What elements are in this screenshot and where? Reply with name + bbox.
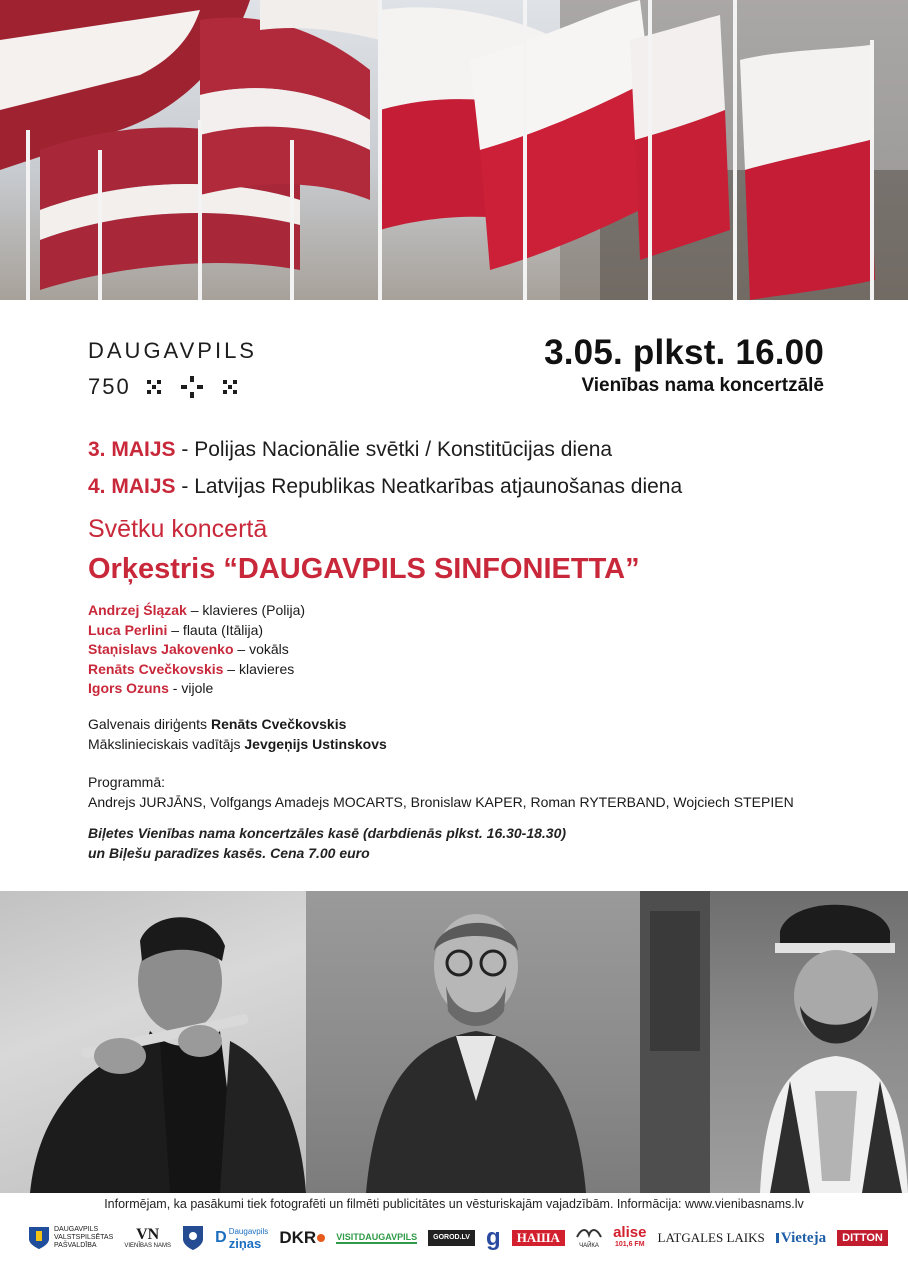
flutist-silhouette	[0, 891, 306, 1193]
singer-silhouette	[640, 891, 908, 1193]
vn-logo-icon: VN	[136, 1225, 160, 1243]
sponsor-label: g	[486, 1224, 501, 1251]
plus-mark-icon	[181, 376, 203, 398]
tickets-info	[88, 823, 566, 863]
performer-name: Renāts Cvečkovskis	[88, 660, 224, 677]
performer-name: Andrzej Ślązak	[88, 602, 187, 618]
event-date: 3.05. plkst. 16.00	[544, 333, 824, 372]
logo-marks	[145, 376, 239, 398]
sponsor-label: ЧАЙКА	[579, 1243, 599, 1249]
sponsor-label: GOROD.LV	[433, 1234, 470, 1241]
concert-subtitle: Svētku koncertā	[88, 515, 268, 543]
flags-illustration	[0, 0, 908, 300]
hero-flags-photo	[0, 0, 908, 300]
tickets-line-1: Biļetes Vienības nama koncertzāles kasē (darbdienās plkst. 16.30-18.30)	[88, 825, 567, 841]
sponsor-label: VALSTSPILSĒTAS	[54, 1234, 114, 1241]
sponsor-label: ziņas	[228, 1235, 262, 1251]
performer-name: Igors Ozuns	[88, 680, 169, 696]
sponsor-g	[486, 1224, 501, 1251]
performer-role: – vokāls	[233, 641, 289, 657]
sponsor-label: DAUGAVPILS	[54, 1226, 99, 1233]
sponsor-chayka	[576, 1225, 602, 1251]
logo-year: 750	[88, 374, 131, 399]
sponsor-label: LATGALES LAIKS	[657, 1230, 765, 1245]
list-item	[88, 601, 305, 621]
sponsor-gorod	[428, 1230, 475, 1246]
sponsor-label: alise	[613, 1224, 647, 1241]
event-venue: Vienības nama koncertzālē	[581, 375, 824, 396]
list-item	[88, 621, 305, 641]
list-item	[88, 660, 305, 680]
cross-mark-icon	[145, 378, 163, 396]
sponsor-visitdaugavpils	[336, 1232, 417, 1244]
performer-role: – klavieres	[223, 660, 295, 677]
footer-notice: Informējam, ka pasākumi tiek fotografēti un filmēti publicitātes un vēsturiskajām vajadzībām. Informācija: www.vienibasnams.lv	[104, 1197, 804, 1211]
dkr-dot-icon	[317, 1234, 325, 1242]
holiday-text: - Latvijas Republikas Neatkarības atjaunošanas diena	[175, 475, 683, 498]
sponsor-label: 101,6 FM	[614, 1241, 645, 1248]
conductor-name: Jevgeņijs Ustinskovs	[244, 735, 387, 752]
list-item	[88, 735, 387, 755]
orchestra-title: Orķestris “DAUGAVPILS SINFONIETTA”	[88, 553, 640, 585]
conductor-name: Renāts Cvečkovskis	[210, 716, 347, 732]
photo-singer	[640, 891, 908, 1193]
holiday-date: 4. MAIJS	[88, 475, 176, 498]
holiday-text: - Polijas Nacionālie svētki / Konstitūcijas diena	[175, 438, 613, 461]
sponsor-daugavpils-zinas	[215, 1227, 268, 1250]
coat-of-arms-icon	[28, 1226, 50, 1250]
list-item	[88, 715, 387, 735]
program-label: Programmā:	[88, 774, 166, 790]
daugavpils-750-logo	[88, 338, 257, 400]
list-item	[88, 679, 305, 699]
cross-mark-icon-2	[221, 378, 239, 396]
program-composers: Andrejs JURJĀNS, Volfgangs Amadejs MOCARTS, Bronislaw KAPER, Roman RYTERBAND, Wojciech STEPIEN	[88, 794, 794, 810]
sponsor-label: Vieteja	[776, 1233, 826, 1243]
program-section	[88, 772, 794, 812]
sponsor-dkr	[279, 1228, 325, 1247]
sponsor-coat-of-arms	[182, 1225, 204, 1251]
seagull-icon	[576, 1225, 602, 1241]
sponsor-label: НАША	[516, 1230, 560, 1245]
holiday-line-1	[88, 438, 612, 462]
conductors-list	[88, 715, 387, 754]
tickets-line-2: un Biļešu paradīzes kasēs. Cena 7.00 euro	[88, 845, 370, 861]
shield-icon	[182, 1225, 204, 1251]
sponsor-vieteja	[776, 1230, 827, 1246]
performer-role: – klavieres (Polija)	[186, 602, 306, 618]
sponsor-latgales-laiks	[657, 1230, 765, 1245]
sponsor-ditton	[837, 1230, 888, 1246]
performer-name: Luca Perlini	[88, 621, 168, 638]
sponsor-vienibas-nams	[124, 1227, 171, 1250]
sponsor-label: Daugavpils	[228, 1226, 269, 1236]
event-header	[544, 333, 824, 397]
sponsor-logos	[28, 1218, 888, 1258]
performer-role: – flauta (Itālija)	[167, 621, 264, 638]
sponsor-label: VIENĪBAS NAMS	[124, 1242, 172, 1249]
performer-role: - vijole	[168, 680, 214, 696]
pianist-silhouette	[306, 891, 640, 1193]
list-item	[88, 640, 305, 660]
performer-photos	[0, 891, 908, 1193]
photo-flutist	[0, 891, 306, 1193]
sponsor-label: DKR	[279, 1228, 317, 1247]
sponsor-daugavpils-municipality	[28, 1226, 113, 1250]
sponsor-alise-fm	[613, 1226, 646, 1250]
performers-list	[88, 601, 305, 699]
sponsor-label: DITTON	[842, 1232, 883, 1244]
holiday-line-2	[88, 475, 682, 499]
sponsor-label: PAŠVALDĪBA	[54, 1242, 97, 1249]
dz-logo-icon: D	[215, 1229, 227, 1246]
conductor-label: Galvenais diriģents	[88, 716, 211, 732]
conductor-label: Mākslinieciskais vadītājs	[88, 735, 245, 752]
latvian-flags	[0, 0, 380, 290]
holiday-date: 3. MAIJS	[88, 438, 176, 461]
logo-title: DAUGAVPILS	[88, 338, 257, 363]
photo-pianist	[306, 891, 640, 1193]
sponsor-nasha-gazeta	[512, 1230, 565, 1246]
performer-name: Staņislavs Jakovenko	[88, 641, 234, 657]
sponsor-label: VISITDAUGAVPILS	[336, 1232, 418, 1242]
